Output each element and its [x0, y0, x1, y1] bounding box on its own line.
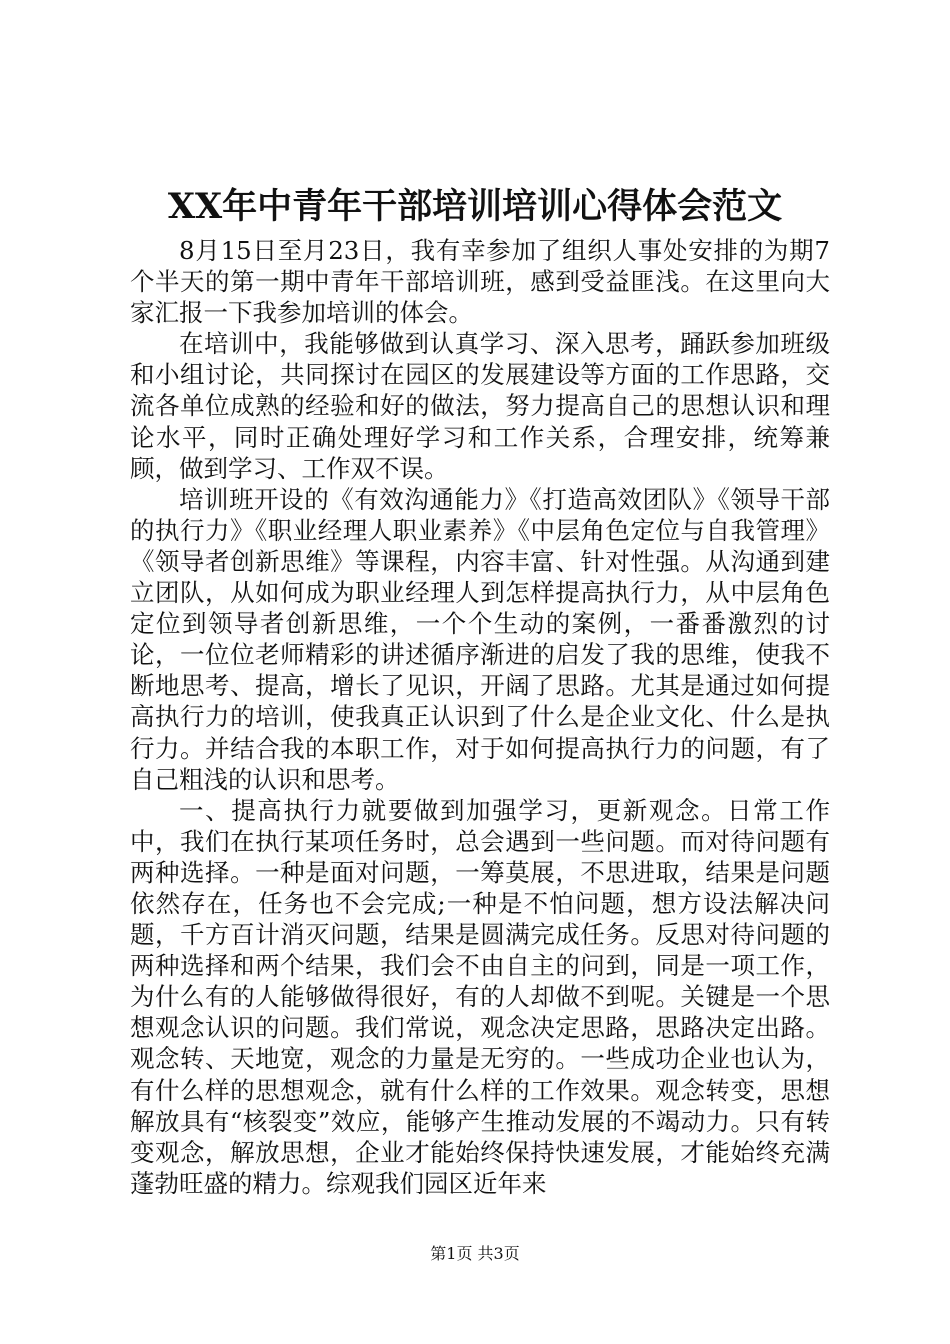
paragraph-2: 在培训中，我能够做到认真学习、深入思考，踊跃参加班级和小组讨论，共同探讨在园区的发展建设等方面的工作思路，交流各单位成熟的经验和好的做法，努力提高自己的思想认识和理论水平，同时正确处理好学习和工作关系，合理安排，统筹兼顾，做到学习、工作双不误。 [130, 329, 830, 483]
paragraph-1: 8月15日至月23日，我有幸参加了组织人事处安排的为期7个半天的第一期中青年干部培训班，感到受益匪浅。在这里向大家汇报一下我参加培训的体会。 [130, 236, 830, 328]
document-title: XX年中青年干部培训培训心得体会范文 [167, 186, 783, 227]
paragraph-4: 一、提高执行力就要做到加强学习，更新观念。日常工作中，我们在执行某项任务时，总会遇到一些问题。而对待问题有两种选择。一种是面对问题，一筹莫展，不思进取，结果是问题依然存在，任务也不会完成;一种是不怕问题，想方设法解决问题，千方百计消灭问题，结果是圆满完成任务。反思对待问题的两种选择和两个结果，我们会不由自主的问到，同是一项工作，为什么有的人能够做得很好，有的人却做不到呢。关键是一个思想观念认识的问题。我们常说，观念决定思路，思路决定出路。观念转、天地宽，观念的力量是无穷的。一些成功企业也认为，有什么样的思想观念，就有什么样的工作效果。观念转变，思想解放具有“核裂变”效应，能够产生推动发展的不竭动力。只有转变观念，解放思想，企业才能始终保持快速发展，才能始终充满蓬勃旺盛的精力。综观我们园区近年来 [130, 795, 830, 1198]
document-body [130, 235, 830, 1199]
page-footer: 第1页 共3页 [430, 1244, 520, 1263]
paragraph-3: 培训班开设的《有效沟通能力》《打造高效团队》《领导干部的执行力》《职业经理人职业素养》《中层角色定位与自我管理》《领导者创新思维》等课程，内容丰富、针对性强。从沟通到建立团队，从如何成为职业经理人到怎样提高执行力，从中层角色定位到领导者创新思维，一个个生动的案例，一番番激烈的讨论，一位位老师精彩的讲述循序渐进的启发了我的思维，使我不断地思考、提高，增长了见识，开阔了思路。尤其是通过如何提高执行力的培训，使我真正认识到了什么是企业文化、什么是执行力。并结合我的本职工作，对于如何提高执行力的问题，有了自己粗浅的认识和思考。 [130, 484, 830, 794]
